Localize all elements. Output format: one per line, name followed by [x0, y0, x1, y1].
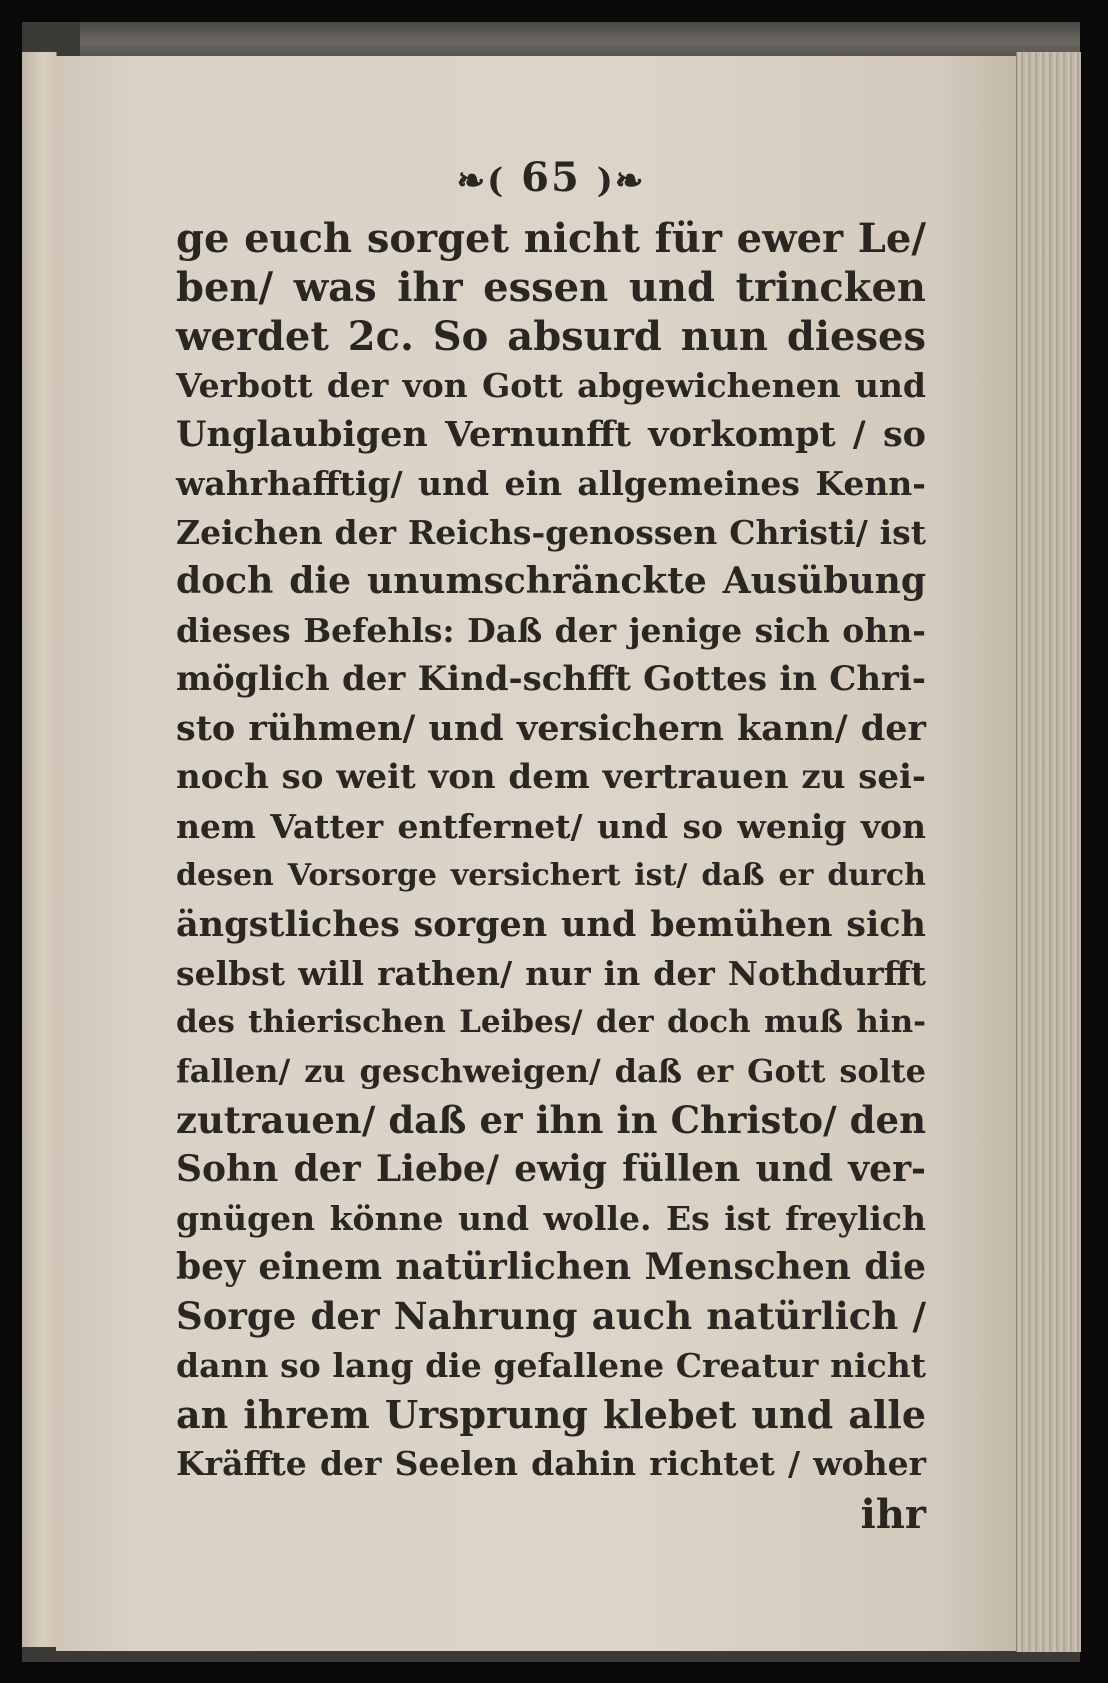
text-line: an ihrem Ursprung klebet und alle — [176, 1392, 926, 1437]
text-line: ben/ was ihr essen und trincken — [176, 264, 926, 311]
text-line: Unglaubigen Vernunfft vorkompt / so — [176, 414, 926, 455]
text-lines — [176, 214, 926, 1488]
text-line: zutrauen/ daß er ihn in Christo/ den — [176, 1098, 926, 1142]
book-top-edge — [80, 22, 1080, 56]
text-line: des thierischen Leibes/ der doch muß hin- — [176, 1004, 926, 1040]
text-line: Kräffte der Seelen dahin richtet / woher — [176, 1444, 926, 1483]
text-line: Sohn der Liebe/ ewig füllen und ver- — [176, 1148, 926, 1190]
text-line: noch so weit von dem vertrauen zu sei- — [176, 757, 926, 797]
book — [22, 22, 1080, 1662]
text-line: werdet 2c. So absurd nun dieses — [176, 313, 926, 360]
text-line: selbst will rathen/ nur in der Nothdurfft — [176, 954, 926, 993]
text-line: desen Vorsorge versichert ist/ daß er durch — [176, 858, 926, 893]
book-page — [56, 56, 1016, 1651]
text-line: gnügen könne und wolle. Es ist freylich — [176, 1199, 926, 1238]
text-line: nem Vatter entfernet/ und so wenig von — [176, 807, 926, 846]
text-line: dieses Befehls: Daß der jenige sich ohn- — [176, 611, 926, 650]
text-line: ge euch sorget nicht für ewer Le/ — [176, 215, 926, 262]
page-header — [176, 154, 926, 214]
text-line: wahrhafftig/ und ein allgemeines Kenn- — [176, 464, 926, 503]
text-line: Verbott der von Gott abgewichenen und — [176, 366, 926, 405]
text-line: doch die unumschränckte Ausübung — [176, 560, 926, 602]
text-line: bey einem natürlichen Menschen die — [176, 1246, 926, 1288]
text-line: möglich der Kind-schfft Gottes in Chri- — [176, 659, 926, 699]
page-text-block — [176, 154, 926, 1539]
text-line: Zeichen der Reichs-genossen Christi/ ist — [176, 513, 926, 552]
text-line: ängstliches sorgen und bemühen sich — [176, 904, 926, 945]
left-page-edge — [22, 52, 57, 1647]
text-line: sto rühmen/ und versichern kann/ der — [176, 708, 926, 749]
ornament-right-icon: )❧ — [596, 161, 646, 201]
right-page-edges — [1016, 52, 1081, 1652]
page-number: 65 — [521, 154, 581, 201]
text-line: fallen/ zu geschweigen/ daß er Gott solte — [176, 1052, 926, 1090]
ornament-left-icon: ❧( — [456, 161, 506, 201]
catchword: ihr — [860, 1491, 926, 1538]
text-line: Sorge der Nahrung auch natürlich / — [176, 1294, 926, 1338]
text-line: dann so lang die gefallene Creatur nicht — [176, 1346, 926, 1385]
